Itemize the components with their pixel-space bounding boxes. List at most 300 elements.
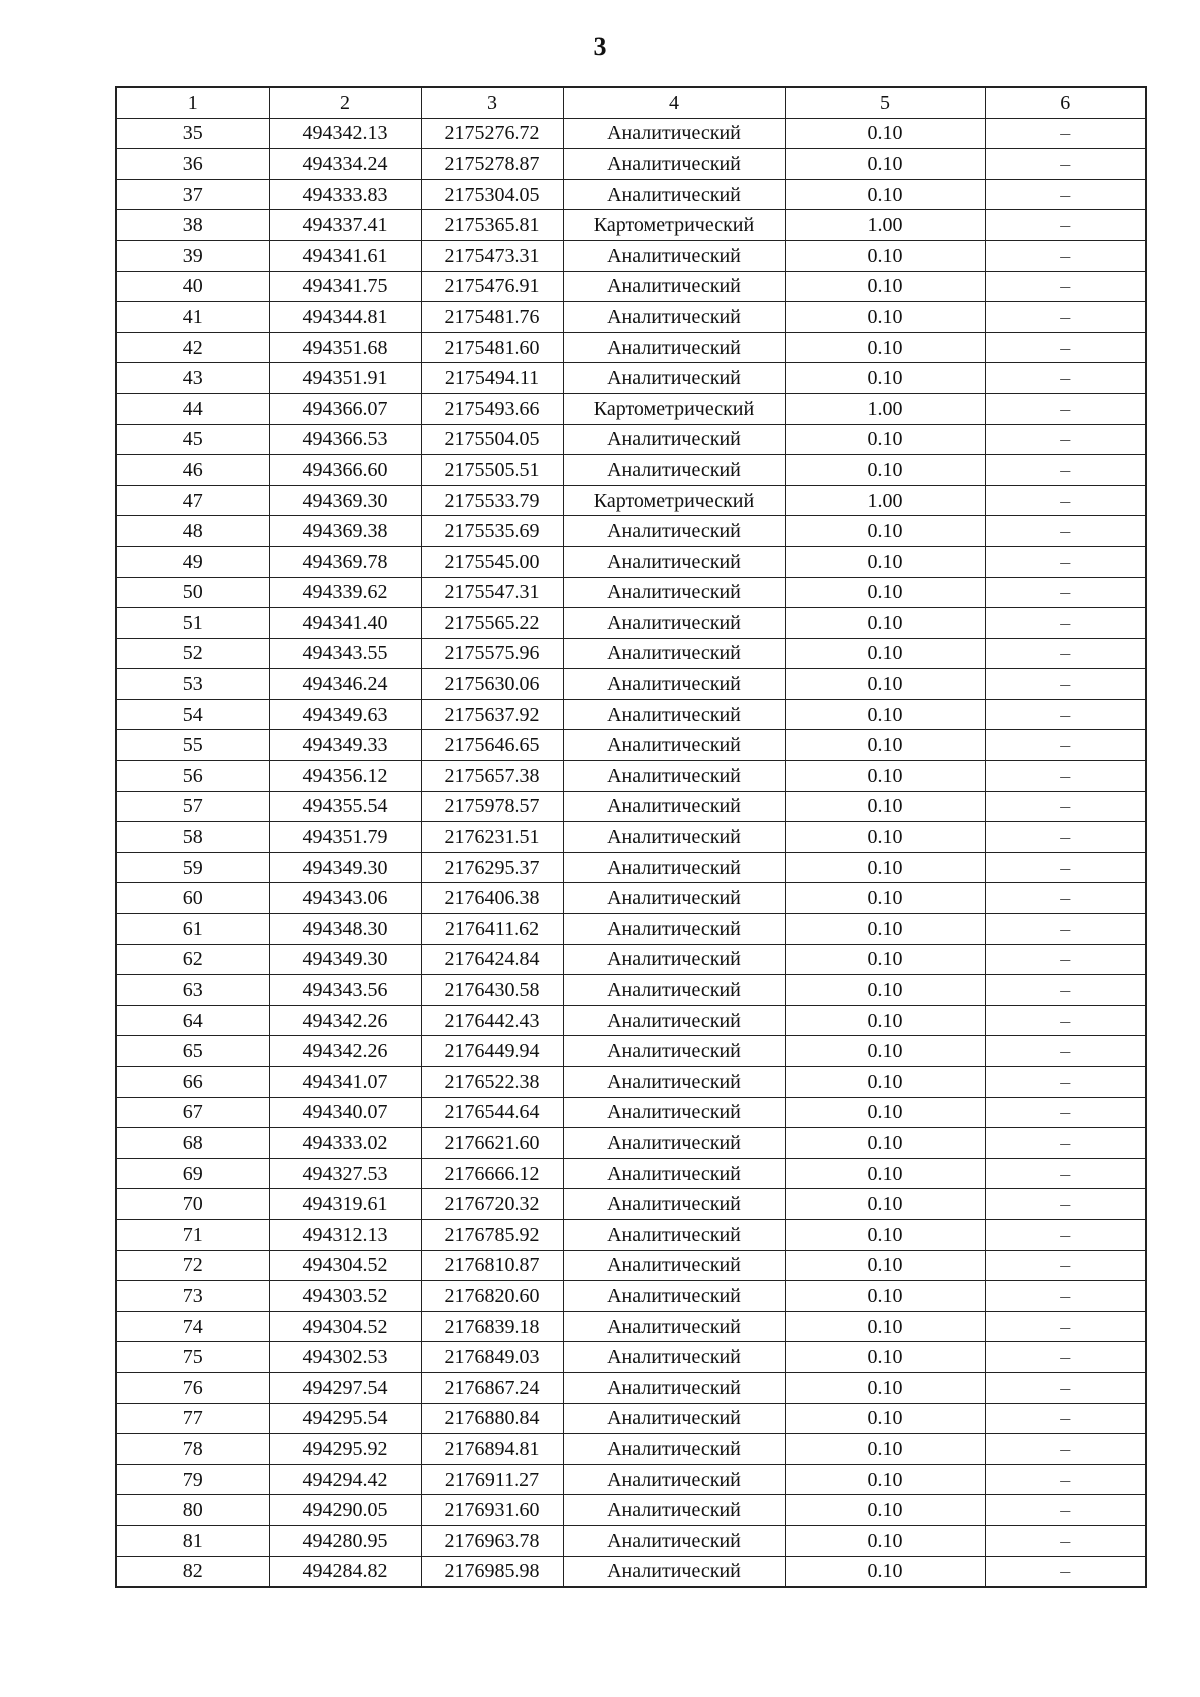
column-header: 1 — [116, 87, 269, 118]
accuracy-cell: 0.10 — [785, 1067, 985, 1098]
point-number-cell: 46 — [116, 455, 269, 486]
x-coordinate-cell: 494349.30 — [269, 852, 421, 883]
y-coordinate-cell: 2176720.32 — [421, 1189, 563, 1220]
y-coordinate-cell: 2175505.51 — [421, 455, 563, 486]
y-coordinate-cell: 2176820.60 — [421, 1281, 563, 1312]
x-coordinate-cell: 494341.61 — [269, 240, 421, 271]
accuracy-cell: 0.10 — [785, 638, 985, 669]
x-coordinate-cell: 494356.12 — [269, 761, 421, 792]
y-coordinate-cell: 2175545.00 — [421, 546, 563, 577]
method-cell: Аналитический — [563, 1219, 785, 1250]
method-cell: Аналитический — [563, 516, 785, 547]
accuracy-cell: 0.10 — [785, 1525, 985, 1556]
x-coordinate-cell: 494369.78 — [269, 546, 421, 577]
x-coordinate-cell: 494304.52 — [269, 1250, 421, 1281]
point-number-cell: 38 — [116, 210, 269, 241]
method-cell: Аналитический — [563, 852, 785, 883]
x-coordinate-cell: 494342.26 — [269, 1005, 421, 1036]
accuracy-cell: 0.10 — [785, 363, 985, 394]
accuracy-cell: 0.10 — [785, 424, 985, 455]
x-coordinate-cell: 494340.07 — [269, 1097, 421, 1128]
y-coordinate-cell: 2175476.91 — [421, 271, 563, 302]
x-coordinate-cell: 494343.56 — [269, 975, 421, 1006]
note-cell: – — [985, 1005, 1146, 1036]
note-cell: – — [985, 332, 1146, 363]
accuracy-cell: 0.10 — [785, 1036, 985, 1067]
y-coordinate-cell: 2175365.81 — [421, 210, 563, 241]
table-row — [116, 1036, 1146, 1067]
column-header: 6 — [985, 87, 1146, 118]
note-cell: – — [985, 1097, 1146, 1128]
y-coordinate-cell: 2176522.38 — [421, 1067, 563, 1098]
table-row — [116, 1281, 1146, 1312]
note-cell: – — [985, 363, 1146, 394]
method-cell: Аналитический — [563, 1067, 785, 1098]
method-cell: Аналитический — [563, 1403, 785, 1434]
accuracy-cell: 0.10 — [785, 1434, 985, 1465]
note-cell: – — [985, 1403, 1146, 1434]
x-coordinate-cell: 494369.30 — [269, 485, 421, 516]
accuracy-cell: 0.10 — [785, 1189, 985, 1220]
accuracy-cell: 0.10 — [785, 852, 985, 883]
note-cell: – — [985, 944, 1146, 975]
note-cell: – — [985, 852, 1146, 883]
header-row — [116, 87, 1146, 118]
method-cell: Аналитический — [563, 1189, 785, 1220]
table-row — [116, 179, 1146, 210]
x-coordinate-cell: 494342.26 — [269, 1036, 421, 1067]
y-coordinate-cell: 2176911.27 — [421, 1464, 563, 1495]
point-number-cell: 70 — [116, 1189, 269, 1220]
point-number-cell: 45 — [116, 424, 269, 455]
y-coordinate-cell: 2175504.05 — [421, 424, 563, 455]
note-cell: – — [985, 516, 1146, 547]
accuracy-cell: 0.10 — [785, 1097, 985, 1128]
x-coordinate-cell: 494341.07 — [269, 1067, 421, 1098]
table-row — [116, 669, 1146, 700]
point-number-cell: 55 — [116, 730, 269, 761]
table-row — [116, 730, 1146, 761]
y-coordinate-cell: 2175481.60 — [421, 332, 563, 363]
note-cell: – — [985, 761, 1146, 792]
y-coordinate-cell: 2176295.37 — [421, 852, 563, 883]
table-row — [116, 1464, 1146, 1495]
method-cell: Аналитический — [563, 883, 785, 914]
method-cell: Аналитический — [563, 1434, 785, 1465]
point-number-cell: 35 — [116, 118, 269, 149]
note-cell: – — [985, 455, 1146, 486]
method-cell: Аналитический — [563, 1372, 785, 1403]
point-number-cell: 57 — [116, 791, 269, 822]
y-coordinate-cell: 2176544.64 — [421, 1097, 563, 1128]
note-cell: – — [985, 975, 1146, 1006]
table-row — [116, 485, 1146, 516]
point-number-cell: 53 — [116, 669, 269, 700]
point-number-cell: 51 — [116, 608, 269, 639]
accuracy-cell: 0.10 — [785, 669, 985, 700]
x-coordinate-cell: 494366.60 — [269, 455, 421, 486]
table-row — [116, 118, 1146, 149]
y-coordinate-cell: 2175493.66 — [421, 393, 563, 424]
point-number-cell: 77 — [116, 1403, 269, 1434]
table-row — [116, 363, 1146, 394]
y-coordinate-cell: 2175547.31 — [421, 577, 563, 608]
column-header: 3 — [421, 87, 563, 118]
point-number-cell: 40 — [116, 271, 269, 302]
accuracy-cell: 0.10 — [785, 240, 985, 271]
y-coordinate-cell: 2175630.06 — [421, 669, 563, 700]
table-row — [116, 1005, 1146, 1036]
point-number-cell: 65 — [116, 1036, 269, 1067]
table-row — [116, 638, 1146, 669]
note-cell: – — [985, 883, 1146, 914]
accuracy-cell: 0.10 — [785, 1403, 985, 1434]
note-cell: – — [985, 791, 1146, 822]
note-cell: – — [985, 914, 1146, 945]
method-cell: Аналитический — [563, 455, 785, 486]
point-number-cell: 72 — [116, 1250, 269, 1281]
point-number-cell: 59 — [116, 852, 269, 883]
x-coordinate-cell: 494337.41 — [269, 210, 421, 241]
x-coordinate-cell: 494369.38 — [269, 516, 421, 547]
x-coordinate-cell: 494366.07 — [269, 393, 421, 424]
x-coordinate-cell: 494351.79 — [269, 822, 421, 853]
note-cell: – — [985, 149, 1146, 180]
column-header: 5 — [785, 87, 985, 118]
point-number-cell: 71 — [116, 1219, 269, 1250]
x-coordinate-cell: 494343.55 — [269, 638, 421, 669]
table-row — [116, 424, 1146, 455]
x-coordinate-cell: 494333.02 — [269, 1128, 421, 1159]
point-number-cell: 52 — [116, 638, 269, 669]
accuracy-cell: 0.10 — [785, 271, 985, 302]
y-coordinate-cell: 2176442.43 — [421, 1005, 563, 1036]
table-row — [116, 883, 1146, 914]
x-coordinate-cell: 494297.54 — [269, 1372, 421, 1403]
method-cell: Аналитический — [563, 149, 785, 180]
y-coordinate-cell: 2176867.24 — [421, 1372, 563, 1403]
y-coordinate-cell: 2175533.79 — [421, 485, 563, 516]
table-header — [116, 87, 1146, 118]
accuracy-cell: 0.10 — [785, 944, 985, 975]
method-cell: Аналитический — [563, 914, 785, 945]
method-cell: Аналитический — [563, 944, 785, 975]
point-number-cell: 67 — [116, 1097, 269, 1128]
method-cell: Аналитический — [563, 1036, 785, 1067]
table-row — [116, 210, 1146, 241]
x-coordinate-cell: 494341.75 — [269, 271, 421, 302]
method-cell: Аналитический — [563, 546, 785, 577]
point-number-cell: 79 — [116, 1464, 269, 1495]
note-cell: – — [985, 730, 1146, 761]
point-number-cell: 80 — [116, 1495, 269, 1526]
x-coordinate-cell: 494351.91 — [269, 363, 421, 394]
y-coordinate-cell: 2176449.94 — [421, 1036, 563, 1067]
note-cell: – — [985, 1434, 1146, 1465]
table-row — [116, 332, 1146, 363]
x-coordinate-cell: 494333.83 — [269, 179, 421, 210]
x-coordinate-cell: 494339.62 — [269, 577, 421, 608]
accuracy-cell: 0.10 — [785, 332, 985, 363]
accuracy-cell: 0.10 — [785, 1495, 985, 1526]
x-coordinate-cell: 494366.53 — [269, 424, 421, 455]
table-row — [116, 546, 1146, 577]
accuracy-cell: 0.10 — [785, 1556, 985, 1587]
x-coordinate-cell: 494319.61 — [269, 1189, 421, 1220]
y-coordinate-cell: 2175535.69 — [421, 516, 563, 547]
table-row — [116, 1434, 1146, 1465]
method-cell: Аналитический — [563, 1158, 785, 1189]
method-cell: Аналитический — [563, 1525, 785, 1556]
y-coordinate-cell: 2175637.92 — [421, 699, 563, 730]
table-row — [116, 1250, 1146, 1281]
table-row — [116, 516, 1146, 547]
accuracy-cell: 0.10 — [785, 1250, 985, 1281]
accuracy-cell: 0.10 — [785, 1128, 985, 1159]
table-row — [116, 1189, 1146, 1220]
table-row — [116, 1219, 1146, 1250]
x-coordinate-cell: 494302.53 — [269, 1342, 421, 1373]
y-coordinate-cell: 2176839.18 — [421, 1311, 563, 1342]
note-cell: – — [985, 638, 1146, 669]
method-cell: Аналитический — [563, 791, 785, 822]
accuracy-cell: 0.10 — [785, 546, 985, 577]
point-number-cell: 61 — [116, 914, 269, 945]
x-coordinate-cell: 494349.33 — [269, 730, 421, 761]
x-coordinate-cell: 494355.54 — [269, 791, 421, 822]
point-number-cell: 69 — [116, 1158, 269, 1189]
note-cell: – — [985, 1495, 1146, 1526]
accuracy-cell: 0.10 — [785, 1158, 985, 1189]
note-cell: – — [985, 302, 1146, 333]
method-cell: Аналитический — [563, 1311, 785, 1342]
accuracy-cell: 0.10 — [785, 455, 985, 486]
table-row — [116, 822, 1146, 853]
method-cell: Аналитический — [563, 1464, 785, 1495]
coordinates-table — [115, 86, 1147, 1588]
method-cell: Аналитический — [563, 730, 785, 761]
method-cell: Аналитический — [563, 1342, 785, 1373]
accuracy-cell: 0.10 — [785, 1372, 985, 1403]
point-number-cell: 63 — [116, 975, 269, 1006]
table-row — [116, 791, 1146, 822]
method-cell: Аналитический — [563, 179, 785, 210]
method-cell: Аналитический — [563, 1250, 785, 1281]
point-number-cell: 74 — [116, 1311, 269, 1342]
note-cell: – — [985, 1464, 1146, 1495]
note-cell: – — [985, 1372, 1146, 1403]
point-number-cell: 81 — [116, 1525, 269, 1556]
y-coordinate-cell: 2176406.38 — [421, 883, 563, 914]
accuracy-cell: 0.10 — [785, 516, 985, 547]
accuracy-cell: 0.10 — [785, 1005, 985, 1036]
x-coordinate-cell: 494303.52 — [269, 1281, 421, 1312]
column-header: 4 — [563, 87, 785, 118]
accuracy-cell: 0.10 — [785, 608, 985, 639]
table-row — [116, 1311, 1146, 1342]
table-row — [116, 455, 1146, 486]
y-coordinate-cell: 2176880.84 — [421, 1403, 563, 1434]
point-number-cell: 78 — [116, 1434, 269, 1465]
method-cell: Картометрический — [563, 393, 785, 424]
table-row — [116, 393, 1146, 424]
method-cell: Аналитический — [563, 1005, 785, 1036]
method-cell: Аналитический — [563, 822, 785, 853]
table-row — [116, 1495, 1146, 1526]
note-cell: – — [985, 240, 1146, 271]
y-coordinate-cell: 2175304.05 — [421, 179, 563, 210]
y-coordinate-cell: 2176785.92 — [421, 1219, 563, 1250]
accuracy-cell: 0.10 — [785, 1311, 985, 1342]
table-row — [116, 852, 1146, 883]
y-coordinate-cell: 2176430.58 — [421, 975, 563, 1006]
y-coordinate-cell: 2176666.12 — [421, 1158, 563, 1189]
table-row — [116, 1067, 1146, 1098]
note-cell: – — [985, 1158, 1146, 1189]
point-number-cell: 56 — [116, 761, 269, 792]
table-row — [116, 149, 1146, 180]
note-cell: – — [985, 271, 1146, 302]
note-cell: – — [985, 1189, 1146, 1220]
y-coordinate-cell: 2175276.72 — [421, 118, 563, 149]
accuracy-cell: 1.00 — [785, 210, 985, 241]
note-cell: – — [985, 210, 1146, 241]
point-number-cell: 48 — [116, 516, 269, 547]
point-number-cell: 44 — [116, 393, 269, 424]
x-coordinate-cell: 494295.92 — [269, 1434, 421, 1465]
note-cell: – — [985, 1342, 1146, 1373]
point-number-cell: 43 — [116, 363, 269, 394]
point-number-cell: 62 — [116, 944, 269, 975]
accuracy-cell: 1.00 — [785, 393, 985, 424]
y-coordinate-cell: 2175481.76 — [421, 302, 563, 333]
accuracy-cell: 0.10 — [785, 791, 985, 822]
point-number-cell: 68 — [116, 1128, 269, 1159]
table-row — [116, 240, 1146, 271]
point-number-cell: 66 — [116, 1067, 269, 1098]
note-cell: – — [985, 546, 1146, 577]
y-coordinate-cell: 2175565.22 — [421, 608, 563, 639]
y-coordinate-cell: 2176963.78 — [421, 1525, 563, 1556]
method-cell: Аналитический — [563, 118, 785, 149]
method-cell: Аналитический — [563, 669, 785, 700]
page-number: 3 — [593, 32, 607, 61]
note-cell: – — [985, 485, 1146, 516]
table-row — [116, 1158, 1146, 1189]
table-row — [116, 1556, 1146, 1587]
method-cell: Аналитический — [563, 332, 785, 363]
accuracy-cell: 1.00 — [785, 485, 985, 516]
note-cell: – — [985, 393, 1146, 424]
y-coordinate-cell: 2176985.98 — [421, 1556, 563, 1587]
y-coordinate-cell: 2175278.87 — [421, 149, 563, 180]
table-body — [116, 118, 1146, 1587]
point-number-cell: 75 — [116, 1342, 269, 1373]
point-number-cell: 41 — [116, 302, 269, 333]
table-row — [116, 1525, 1146, 1556]
method-cell: Аналитический — [563, 975, 785, 1006]
method-cell: Картометрический — [563, 210, 785, 241]
accuracy-cell: 0.10 — [785, 699, 985, 730]
x-coordinate-cell: 494334.24 — [269, 149, 421, 180]
accuracy-cell: 0.10 — [785, 1464, 985, 1495]
point-number-cell: 36 — [116, 149, 269, 180]
method-cell: Картометрический — [563, 485, 785, 516]
x-coordinate-cell: 494327.53 — [269, 1158, 421, 1189]
x-coordinate-cell: 494349.30 — [269, 944, 421, 975]
point-number-cell: 64 — [116, 1005, 269, 1036]
x-coordinate-cell: 494284.82 — [269, 1556, 421, 1587]
x-coordinate-cell: 494295.54 — [269, 1403, 421, 1434]
method-cell: Аналитический — [563, 1495, 785, 1526]
note-cell: – — [985, 1556, 1146, 1587]
note-cell: – — [985, 1036, 1146, 1067]
note-cell: – — [985, 577, 1146, 608]
note-cell: – — [985, 822, 1146, 853]
method-cell: Аналитический — [563, 1097, 785, 1128]
method-cell: Аналитический — [563, 302, 785, 333]
method-cell: Аналитический — [563, 699, 785, 730]
method-cell: Аналитический — [563, 1128, 785, 1159]
y-coordinate-cell: 2176894.81 — [421, 1434, 563, 1465]
table-row — [116, 271, 1146, 302]
method-cell: Аналитический — [563, 424, 785, 455]
note-cell: – — [985, 669, 1146, 700]
y-coordinate-cell: 2176231.51 — [421, 822, 563, 853]
point-number-cell: 58 — [116, 822, 269, 853]
note-cell: – — [985, 1250, 1146, 1281]
y-coordinate-cell: 2176411.62 — [421, 914, 563, 945]
method-cell: Аналитический — [563, 761, 785, 792]
x-coordinate-cell: 494280.95 — [269, 1525, 421, 1556]
point-number-cell: 73 — [116, 1281, 269, 1312]
point-number-cell: 39 — [116, 240, 269, 271]
note-cell: – — [985, 1219, 1146, 1250]
note-cell: – — [985, 1525, 1146, 1556]
accuracy-cell: 0.10 — [785, 883, 985, 914]
note-cell: – — [985, 1128, 1146, 1159]
table-row — [116, 1097, 1146, 1128]
accuracy-cell: 0.10 — [785, 761, 985, 792]
x-coordinate-cell: 494342.13 — [269, 118, 421, 149]
point-number-cell: 50 — [116, 577, 269, 608]
point-number-cell: 54 — [116, 699, 269, 730]
x-coordinate-cell: 494304.52 — [269, 1311, 421, 1342]
table-row — [116, 577, 1146, 608]
x-coordinate-cell: 494312.13 — [269, 1219, 421, 1250]
table-row — [116, 975, 1146, 1006]
note-cell: – — [985, 1311, 1146, 1342]
table-row — [116, 302, 1146, 333]
y-coordinate-cell: 2176810.87 — [421, 1250, 563, 1281]
x-coordinate-cell: 494294.42 — [269, 1464, 421, 1495]
y-coordinate-cell: 2176424.84 — [421, 944, 563, 975]
note-cell: – — [985, 608, 1146, 639]
table-row — [116, 608, 1146, 639]
y-coordinate-cell: 2175657.38 — [421, 761, 563, 792]
accuracy-cell: 0.10 — [785, 1342, 985, 1373]
method-cell: Аналитический — [563, 577, 785, 608]
accuracy-cell: 0.10 — [785, 975, 985, 1006]
x-coordinate-cell: 494341.40 — [269, 608, 421, 639]
column-header: 2 — [269, 87, 421, 118]
x-coordinate-cell: 494349.63 — [269, 699, 421, 730]
method-cell: Аналитический — [563, 363, 785, 394]
accuracy-cell: 0.10 — [785, 118, 985, 149]
y-coordinate-cell: 2175575.96 — [421, 638, 563, 669]
y-coordinate-cell: 2176931.60 — [421, 1495, 563, 1526]
y-coordinate-cell: 2175494.11 — [421, 363, 563, 394]
